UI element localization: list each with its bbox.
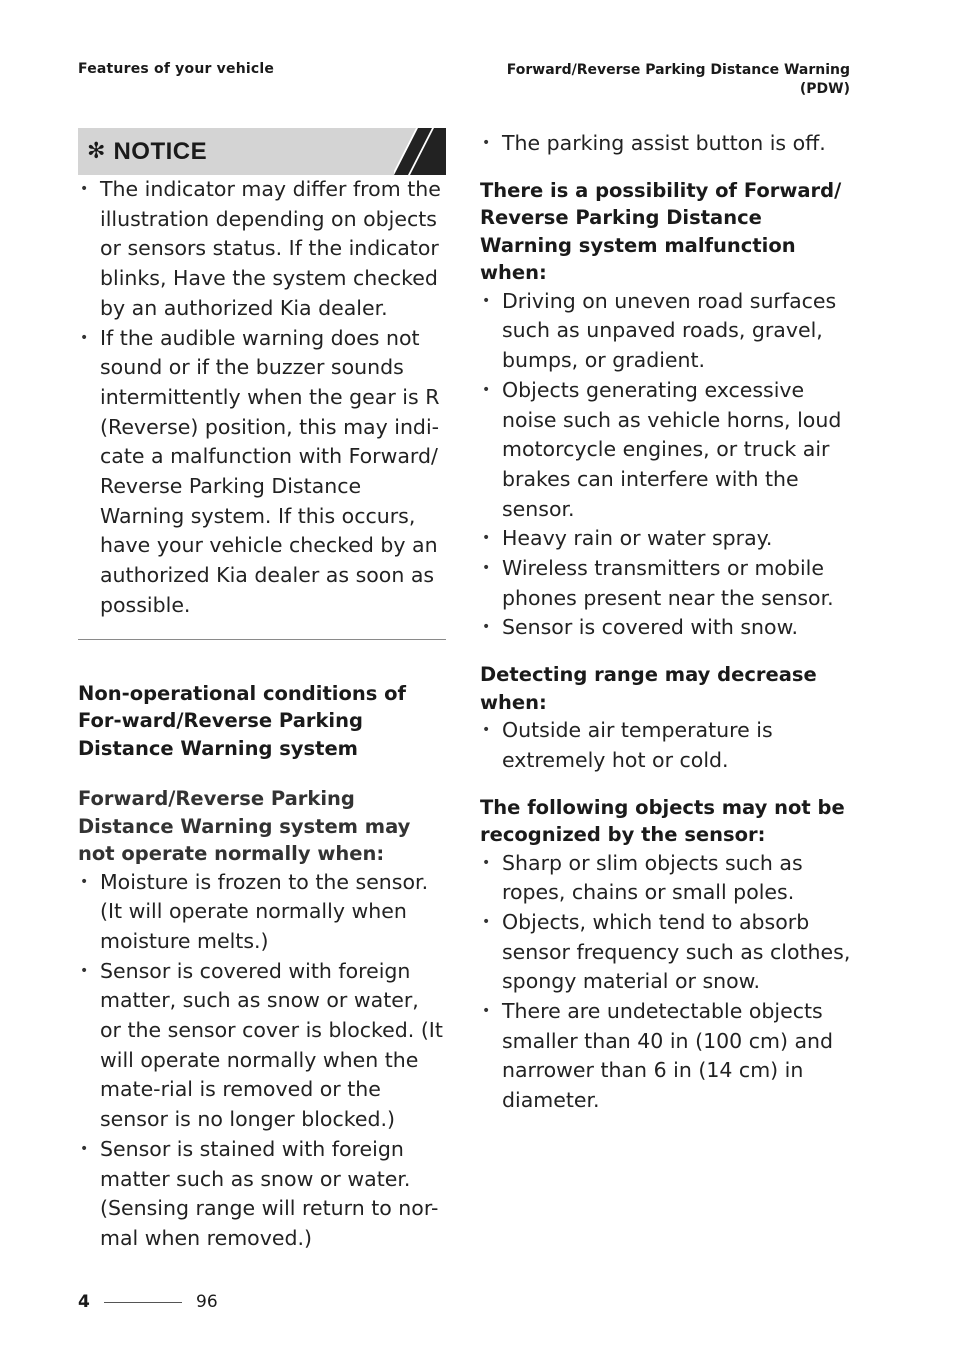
notice-list [78, 175, 446, 621]
list-item: • The parking assist button is off. [480, 129, 852, 159]
range-list [480, 716, 852, 775]
range-heading: Detecting range may decrease when: [480, 663, 817, 714]
not-operate-list [78, 868, 446, 1254]
list-item: • Objects generating excessive noise such as vehicle horns, loud motorcycle engines, or truck air brakes can interfere with the sensor. [480, 376, 852, 525]
list-item: • There are undetectable objects smaller than 40 in (100 cm) and narrower than 6 in (14 cm) in diameter. [480, 997, 852, 1116]
list-item: • The indicator may differ from the illustration depending on objects or sensors status. If the indicator blinks, Have the system checked by an authorized Kia dealer. [78, 175, 446, 324]
continued-list [480, 129, 852, 159]
running-header-left: Features of your vehicle [78, 61, 275, 77]
list-item: • Outside air temperature is extremely hot or cold. [480, 716, 852, 775]
footer-rule [104, 1302, 182, 1303]
list-item: • If the audible warning does not sound or if the buzzer sounds intermittently when the gear is R (Reverse) position, this may indi-cate a malfunction with Forward/ Reverse Parking Distance Warning system. If this occurs, have your vehicle checked by an authorized Kia dealer as soon as possible. [78, 324, 446, 621]
notice-banner [78, 128, 446, 175]
malfunction-heading: There is a possibility of Forward/ Reverse Parking Distance Warning system malfunction when: [480, 178, 842, 285]
list-item: • Sharp or slim objects such as ropes, chains or small poles. [480, 849, 852, 908]
running-header-right [450, 61, 850, 99]
objects-heading: The following objects may not be recognized by the sensor: [480, 795, 845, 847]
section-heading: Non-operational conditions of For-ward/Reverse Parking Distance Warning system [78, 681, 407, 760]
page-number: 96 [196, 1292, 218, 1312]
asterisk-icon: ✻ [87, 139, 106, 164]
list-item: • Objects, which tend to absorb sensor frequency such as clothes, spongy material or snow. [480, 908, 852, 997]
section-subheading: Forward/Reverse Parking Distance Warning system may not operate normally when: [78, 787, 411, 866]
left-column [78, 128, 446, 1254]
notice-title: NOTICE [113, 137, 208, 165]
list-item: • Sensor is stained with foreign matter such as snow or water. (Sensing range will return to nor-mal when removed.) [78, 1135, 446, 1254]
stripes-decoration [394, 128, 446, 175]
list-item: • Sensor is covered with snow. [480, 613, 852, 643]
list-item: • Driving on uneven road surfaces such as unpaved roads, gravel, bumps, or gradient. [480, 287, 852, 376]
running-header-right-line1: Forward/Reverse Parking Distance Warning [506, 62, 850, 78]
list-item: • Moisture is frozen to the sensor. (It will operate normally when moisture melts.) [78, 868, 446, 957]
malfunction-list [480, 287, 852, 643]
running-header-right-line2: (PDW) [799, 81, 850, 97]
list-item: • Heavy rain or water spray. [480, 524, 852, 554]
list-item: • Sensor is covered with foreign matter, such as snow or water, or the sensor cover is blocked. (It will operate normally when the mate-rial is removed or the sensor is no longer blocked.) [78, 957, 446, 1135]
objects-list [480, 849, 852, 1116]
section-number: 4 [78, 1292, 90, 1312]
right-column [480, 129, 852, 1116]
notice-divider [78, 639, 446, 640]
list-item: • Wireless transmitters or mobile phones present near the sensor. [480, 554, 852, 613]
